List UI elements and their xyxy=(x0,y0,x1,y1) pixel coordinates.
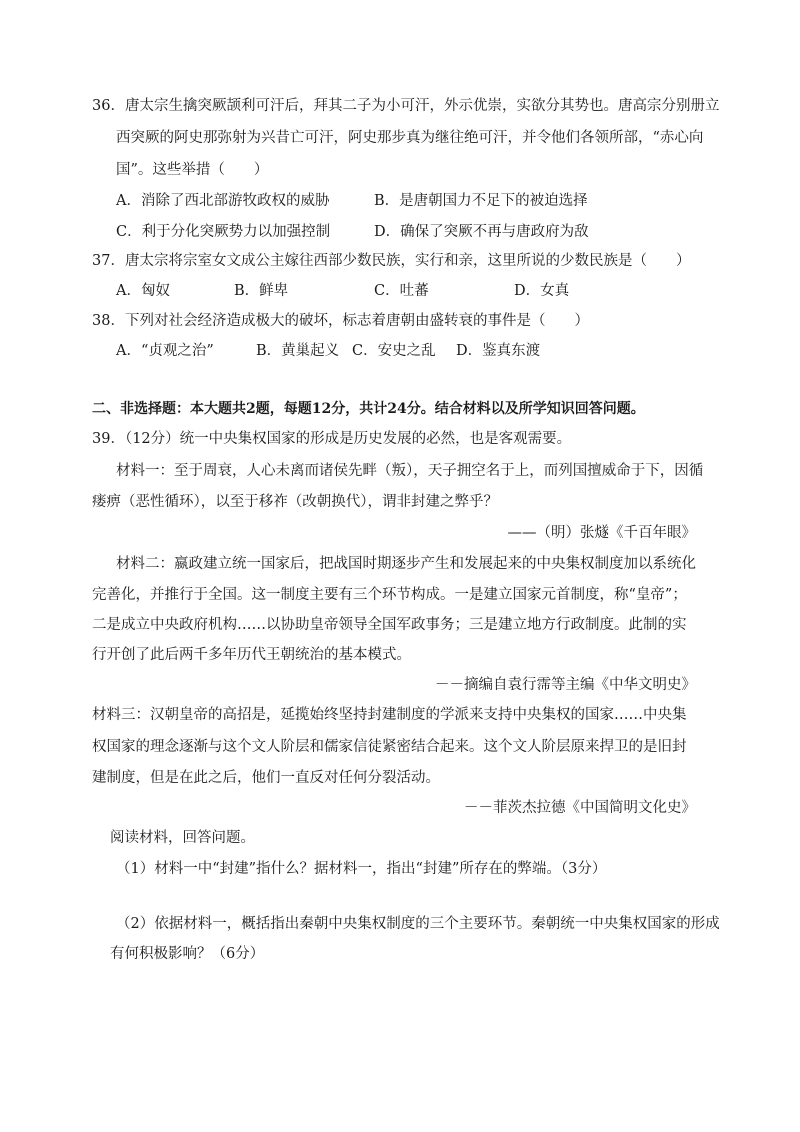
q38-option-a: A．“贞观之治” xyxy=(116,343,214,359)
material-1-source: ——（明）张燧《千百年眼》 xyxy=(507,525,696,541)
material-2-source: －－摘编自袁行霈等主编《中华文明史》 xyxy=(435,677,696,693)
q36-option-a: A．消除了西北部游牧政权的威胁 xyxy=(116,193,330,209)
q36-stem-line1: 36．唐太宗生擒突厥颉利可汗后，拜其二子为小可汗，外示优崇，实欲分其势也。唐高宗分别册立 xyxy=(92,98,720,114)
material-1-line1: 材料一：至于周衰，人心未离而诸侯先畔（叛），天子拥空名于上，而列国擅威命于下，因循 xyxy=(116,463,704,479)
section-heading: 二、非选择题：本大题共2题，每题12分，共计24分。结合材料以及所学知识回答问题。 xyxy=(92,401,645,417)
material-3-line2: 权国家的理念逐渐与这个文人阶层和儒家信徒紧密结合起来。这个文人阶层原来捍卫的是旧封 xyxy=(92,739,687,755)
material-3-line3: 建制度，但是在此之后，他们一直反对任何分裂活动。 xyxy=(92,770,440,786)
q38-option-b: B．黄巢起义 xyxy=(256,343,340,359)
material-2-line4: 行开创了此后两千多年历代王朝统治的基本模式。 xyxy=(92,647,411,663)
q38-stem: 38．下列对社会经济造成极大的破坏，标志着唐朝由盛转衰的事件是（ ） xyxy=(92,313,589,329)
material-3-source: －－菲茨杰拉德《中国简明文化史》 xyxy=(464,800,696,816)
q36-stem-line3: 国”。这些举措（ ） xyxy=(116,162,269,178)
reading-instruction: 阅读材料，回答问题。 xyxy=(110,830,255,846)
q39-stem: 39．（12分）统一中央集权国家的形成是历史发展的必然，也是客观需要。 xyxy=(92,431,572,447)
q36-stem-line2: 西突厥的阿史那弥射为兴昔亡可汗，阿史那步真为继往绝可汗，并令他们各领所部，“赤心向 xyxy=(116,130,704,146)
sub-question-2-line1: （2）依据材料一，概括指出秦朝中央集权制度的三个主要环节。秦朝统一中央集权国家的形成 xyxy=(116,916,720,932)
q37-option-a: A．匈奴 xyxy=(116,283,170,299)
q37-option-c: C．吐蕃 xyxy=(374,283,429,299)
q36-option-c: C．利于分化突厥势力以加强控制 xyxy=(116,224,331,240)
q37-stem: 37．唐太宗将宗室女文成公主嫁往西部少数民族，实行和亲，这里所说的少数民族是（ ） xyxy=(92,253,691,269)
material-2-line1: 材料二：嬴政建立统一国家后，把战国时期逐步产生和发展起来的中央集权制度加以系统化 xyxy=(116,556,696,572)
q37-option-d: D．女真 xyxy=(514,283,570,299)
material-1-line2: 瘘痹（恶性循环），以至于移祚（改朝换代），谓非封建之弊乎？ xyxy=(92,494,498,510)
sub-question-2-line2: 有何积极影响？（6分） xyxy=(110,946,265,962)
sub-question-1: （1）材料一中“封建”指什么？据材料一，指出“封建”所存在的弊端。（3分） xyxy=(116,861,607,877)
material-2-line3: 二是成立中央政府机构……以协助皇帝领导全国军政事务；三是建立地方行政制度。此制的实 xyxy=(92,617,687,633)
material-2-line2: 完善化，并推行于全国。这一制度主要有三个环节构成。一是建立国家元首制度，称“皇帝”； xyxy=(92,587,687,603)
q36-option-b: B．是唐朝国力不足下的被迫选择 xyxy=(374,193,588,209)
q38-option-d: D．鉴真东渡 xyxy=(456,343,541,359)
material-3-line1: 材料三：汉朝皇帝的高招是，延揽始终坚持封建制度的学派来支持中央集权的国家……中央集 xyxy=(92,707,687,723)
q36-option-d: D．确保了突厥不再与唐政府为敌 xyxy=(374,224,589,240)
q37-option-b: B．鲜卑 xyxy=(234,283,289,299)
q38-option-c: C．安史之乱 xyxy=(352,343,436,359)
